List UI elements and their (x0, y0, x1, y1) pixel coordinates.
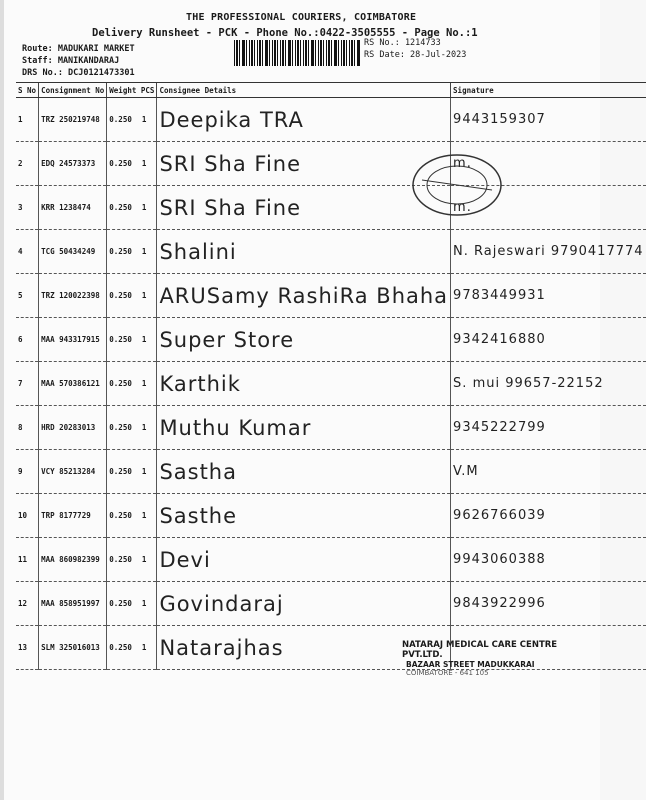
col-header-sno: S No (16, 83, 39, 98)
row-consignee-text: Karthik (159, 371, 241, 396)
row-sno-text: 7 (18, 379, 23, 388)
row-weight-pcs (107, 582, 157, 626)
barcode-bar (265, 40, 268, 66)
barcode-bar (323, 40, 324, 66)
row-sno-text: 3 (18, 203, 23, 212)
row-signature (451, 582, 646, 626)
row-signature-text: 9626766039 (453, 508, 546, 523)
row-consignment-no-text: EDQ 24573373 (41, 159, 96, 168)
row-consignment-no-text: TCG 50434249 (41, 247, 96, 256)
row-consignment-no (39, 318, 107, 362)
table-row (16, 186, 646, 230)
company-title: THE PROFESSIONAL COURIERS, COIMBATORE (186, 12, 417, 23)
row-weight-pcs (107, 318, 157, 362)
barcode-bar (311, 40, 314, 66)
row-consignment-no-text: MAA 943317915 (41, 335, 100, 344)
row-sno (16, 186, 39, 230)
row-signature (451, 494, 646, 538)
row-signature-text: 9943060388 (453, 552, 546, 567)
barcode-bar (285, 40, 286, 66)
barcode-bar (331, 40, 332, 66)
row-consignee-text: ARUSamy RashiRa Bhaha (159, 283, 449, 308)
barcode-bar (320, 40, 322, 66)
runsheet-table (16, 82, 646, 670)
barcode-bar (295, 40, 296, 66)
col-header-consignment: Consignment No (39, 83, 107, 98)
row-sno-text: 6 (18, 335, 23, 344)
barcode-bar (239, 40, 240, 66)
table-row (16, 362, 646, 406)
round-stamp (402, 150, 512, 220)
barcode-bar (357, 40, 360, 66)
barcode-bar (303, 40, 304, 66)
row-sno (16, 538, 39, 582)
row-consignment-no (39, 450, 107, 494)
table-row (16, 142, 646, 186)
row-weight: 0.250 (109, 599, 132, 608)
row-sno-text: 9 (18, 467, 23, 476)
row-weight-pcs (107, 98, 157, 142)
row-weight: 0.250 (109, 423, 132, 432)
table-row (16, 98, 646, 142)
barcode-bar (343, 40, 345, 66)
row-pcs: 1 (141, 555, 147, 564)
row-signature-text: V.M (453, 464, 479, 479)
row-weight-pcs (107, 406, 157, 450)
row-consignee-text: Govindaraj (159, 591, 284, 616)
row-consignment-no-text: TRZ 120022398 (41, 291, 100, 300)
row-signature (451, 450, 646, 494)
barcode-bar (288, 40, 291, 66)
barcode-bar (300, 40, 301, 66)
barcode-bar (354, 40, 355, 66)
row-signature (451, 362, 646, 406)
table-row (16, 406, 646, 450)
row-weight-pcs (107, 186, 157, 230)
row-sno (16, 362, 39, 406)
row-weight: 0.250 (109, 247, 132, 256)
row-consignee-text: Sasthe (159, 503, 238, 528)
row-signature-text: 9443159307 (453, 112, 546, 127)
table-row (16, 494, 646, 538)
row-consignment-no (39, 186, 107, 230)
row-consignee (157, 494, 451, 538)
row-pcs: 1 (141, 599, 147, 608)
row-sno (16, 626, 39, 670)
barcode-bar (292, 40, 293, 66)
row-weight-pcs (107, 274, 157, 318)
row-consignee-text: Natarajhas (159, 635, 284, 660)
row-pcs: 1 (141, 511, 147, 520)
row-consignee (157, 450, 451, 494)
row-sno (16, 494, 39, 538)
barcode-bar (282, 40, 284, 66)
row-weight-pcs (107, 538, 157, 582)
row-signature-text: 9783449931 (453, 288, 546, 303)
barcode-bar (257, 40, 258, 66)
row-sno (16, 318, 39, 362)
barcode-bar (280, 40, 281, 66)
barcode-bar (349, 40, 350, 66)
table-row (16, 274, 646, 318)
barcode-bar (274, 40, 276, 66)
barcode-bar (334, 40, 337, 66)
barcode-bar (315, 40, 316, 66)
row-sno (16, 142, 39, 186)
row-sno-text: 10 (18, 511, 28, 520)
row-consignee (157, 230, 451, 274)
staff-label: Staff: MANIKANDARAJ (22, 56, 120, 66)
barcode-bar (269, 40, 270, 66)
row-sno-text: 13 (18, 643, 28, 652)
row-signature (451, 406, 646, 450)
row-pcs: 1 (141, 379, 147, 388)
route-label: Route: MADUKARI MARKET (22, 44, 135, 54)
row-consignment-no (39, 230, 107, 274)
row-weight: 0.250 (109, 335, 132, 344)
row-weight: 0.250 (109, 203, 132, 212)
row-sno (16, 450, 39, 494)
row-weight-pcs (107, 626, 157, 670)
row-weight: 0.250 (109, 291, 132, 300)
row-weight-pcs (107, 494, 157, 538)
stamp-line-1: NATARAJ MEDICAL CARE CENTRE PVT.LTD. (402, 640, 558, 660)
row-pcs: 1 (141, 115, 147, 124)
barcode-bar (346, 40, 347, 66)
row-consignee-text: Devi (159, 547, 211, 572)
row-consignee-text: SRI Sha Fine (159, 195, 302, 220)
row-consignment-no-text: TRP 8177729 (41, 511, 91, 520)
row-signature-text: 9843922996 (453, 596, 546, 611)
runsheet-subtitle: Delivery Runsheet - PCK - Phone No.:0422-3505555 - Page No.:1 (92, 27, 478, 39)
row-consignee (157, 318, 451, 362)
row-consignment-no-text: KRR 1238474 (41, 203, 91, 212)
barcode (234, 40, 359, 66)
row-signature-text: m. (453, 200, 472, 215)
row-signature-text: 9345222799 (453, 420, 546, 435)
barcode-bar (326, 40, 327, 66)
barcode-bar (318, 40, 319, 66)
row-consignment-no (39, 626, 107, 670)
barcode-bar (254, 40, 255, 66)
barcode-bar (328, 40, 330, 66)
row-signature (451, 98, 646, 142)
row-consignment-no (39, 582, 107, 626)
row-sno-text: 2 (18, 159, 23, 168)
row-signature-text: S. mui 99657-22152 (453, 376, 604, 391)
row-signature (451, 318, 646, 362)
row-weight: 0.250 (109, 555, 132, 564)
barcode-bar (297, 40, 299, 66)
row-consignment-no-text: HRD 20283013 (41, 423, 96, 432)
row-weight: 0.250 (109, 467, 132, 476)
col-header-weight: Weight PCS (107, 83, 157, 98)
row-consignee (157, 406, 451, 450)
stamp-line-3: COIMBATORE - 641 105 (406, 669, 489, 677)
row-pcs: 1 (141, 335, 147, 344)
table-row (16, 582, 646, 626)
barcode-bar (262, 40, 263, 66)
row-weight: 0.250 (109, 511, 132, 520)
col-header-signature: Signature (451, 83, 646, 98)
row-weight: 0.250 (109, 115, 132, 124)
row-sno (16, 274, 39, 318)
row-weight-pcs (107, 230, 157, 274)
row-consignment-no-text: MAA 570386121 (41, 379, 100, 388)
row-consignee-text: Shalini (159, 239, 237, 264)
barcode-bar (234, 40, 235, 66)
col-header-consignee: Consignee Details (157, 83, 451, 98)
row-consignment-no (39, 406, 107, 450)
row-sno-text: 5 (18, 291, 23, 300)
row-signature-text: m. (453, 156, 472, 171)
scan-edge (0, 0, 4, 800)
barcode-bar (236, 40, 238, 66)
barcode-bar (249, 40, 250, 66)
table-row (16, 230, 646, 274)
row-weight-pcs (107, 450, 157, 494)
row-consignee (157, 538, 451, 582)
barcode-bar (341, 40, 342, 66)
row-sno-text: 11 (18, 555, 28, 564)
row-pcs: 1 (141, 291, 147, 300)
barcode-bar (351, 40, 353, 66)
barcode-bar (308, 40, 309, 66)
row-weight: 0.250 (109, 159, 132, 168)
row-pcs: 1 (141, 159, 147, 168)
row-signature (451, 274, 646, 318)
row-consignee (157, 98, 451, 142)
row-sno (16, 230, 39, 274)
barcode-bar (259, 40, 261, 66)
row-signature (451, 538, 646, 582)
row-pcs: 1 (141, 203, 147, 212)
row-sno (16, 98, 39, 142)
row-signature (451, 230, 646, 274)
row-sno-text: 4 (18, 247, 23, 256)
row-consignment-no-text: MAA 860982399 (41, 555, 100, 564)
row-consignment-no-text: SLM 325016013 (41, 643, 100, 652)
barcode-bar (242, 40, 245, 66)
row-consignee-text: Deepika TRA (159, 107, 304, 132)
row-consignment-no (39, 274, 107, 318)
row-pcs: 1 (141, 467, 147, 476)
row-consignee-text: Super Store (159, 327, 295, 352)
row-consignment-no (39, 142, 107, 186)
row-consignment-no (39, 538, 107, 582)
table-row (16, 450, 646, 494)
row-signature-text: 9342416880 (453, 332, 546, 347)
row-weight: 0.250 (109, 379, 132, 388)
drs-label: DRS No.: DCJ0121473301 (22, 68, 135, 78)
row-pcs: 1 (141, 423, 147, 432)
row-consignee (157, 274, 451, 318)
row-consignment-no (39, 362, 107, 406)
row-pcs: 1 (141, 247, 147, 256)
row-consignee (157, 582, 451, 626)
row-weight-pcs (107, 142, 157, 186)
row-sno (16, 582, 39, 626)
company-stamp (402, 640, 582, 677)
table-row (16, 538, 646, 582)
row-sno-text: 1 (18, 115, 23, 124)
table-header-row (16, 83, 646, 98)
row-consignment-no-text: VCY 85213284 (41, 467, 96, 476)
barcode-bar (272, 40, 273, 66)
row-signature-text: N. Rajeswari 9790417774 (453, 244, 644, 259)
row-consignee-text: Muthu Kumar (159, 415, 312, 440)
barcode-bar (251, 40, 253, 66)
stamp-line-2: BAZAAR STREET MADUKKARAI (406, 660, 535, 669)
rs-date: RS Date: 28-Jul-2023 (364, 50, 467, 60)
barcode-bar (338, 40, 339, 66)
row-consignee-text: SRI Sha Fine (159, 151, 302, 176)
barcode-bar (277, 40, 278, 66)
table-row (16, 318, 646, 362)
row-weight-pcs (107, 362, 157, 406)
row-sno-text: 12 (18, 599, 28, 608)
row-sno-text: 8 (18, 423, 23, 432)
row-weight: 0.250 (109, 643, 132, 652)
barcode-bar (305, 40, 307, 66)
row-pcs: 1 (141, 643, 147, 652)
row-consignee (157, 362, 451, 406)
row-sno (16, 406, 39, 450)
barcode-bar (246, 40, 247, 66)
row-consignment-no (39, 98, 107, 142)
row-consignee-text: Sastha (159, 459, 237, 484)
rs-no: RS No.: 1214733 (364, 38, 441, 48)
row-consignment-no (39, 494, 107, 538)
row-consignment-no-text: MAA 858951997 (41, 599, 100, 608)
row-consignment-no-text: TRZ 250219748 (41, 115, 100, 124)
